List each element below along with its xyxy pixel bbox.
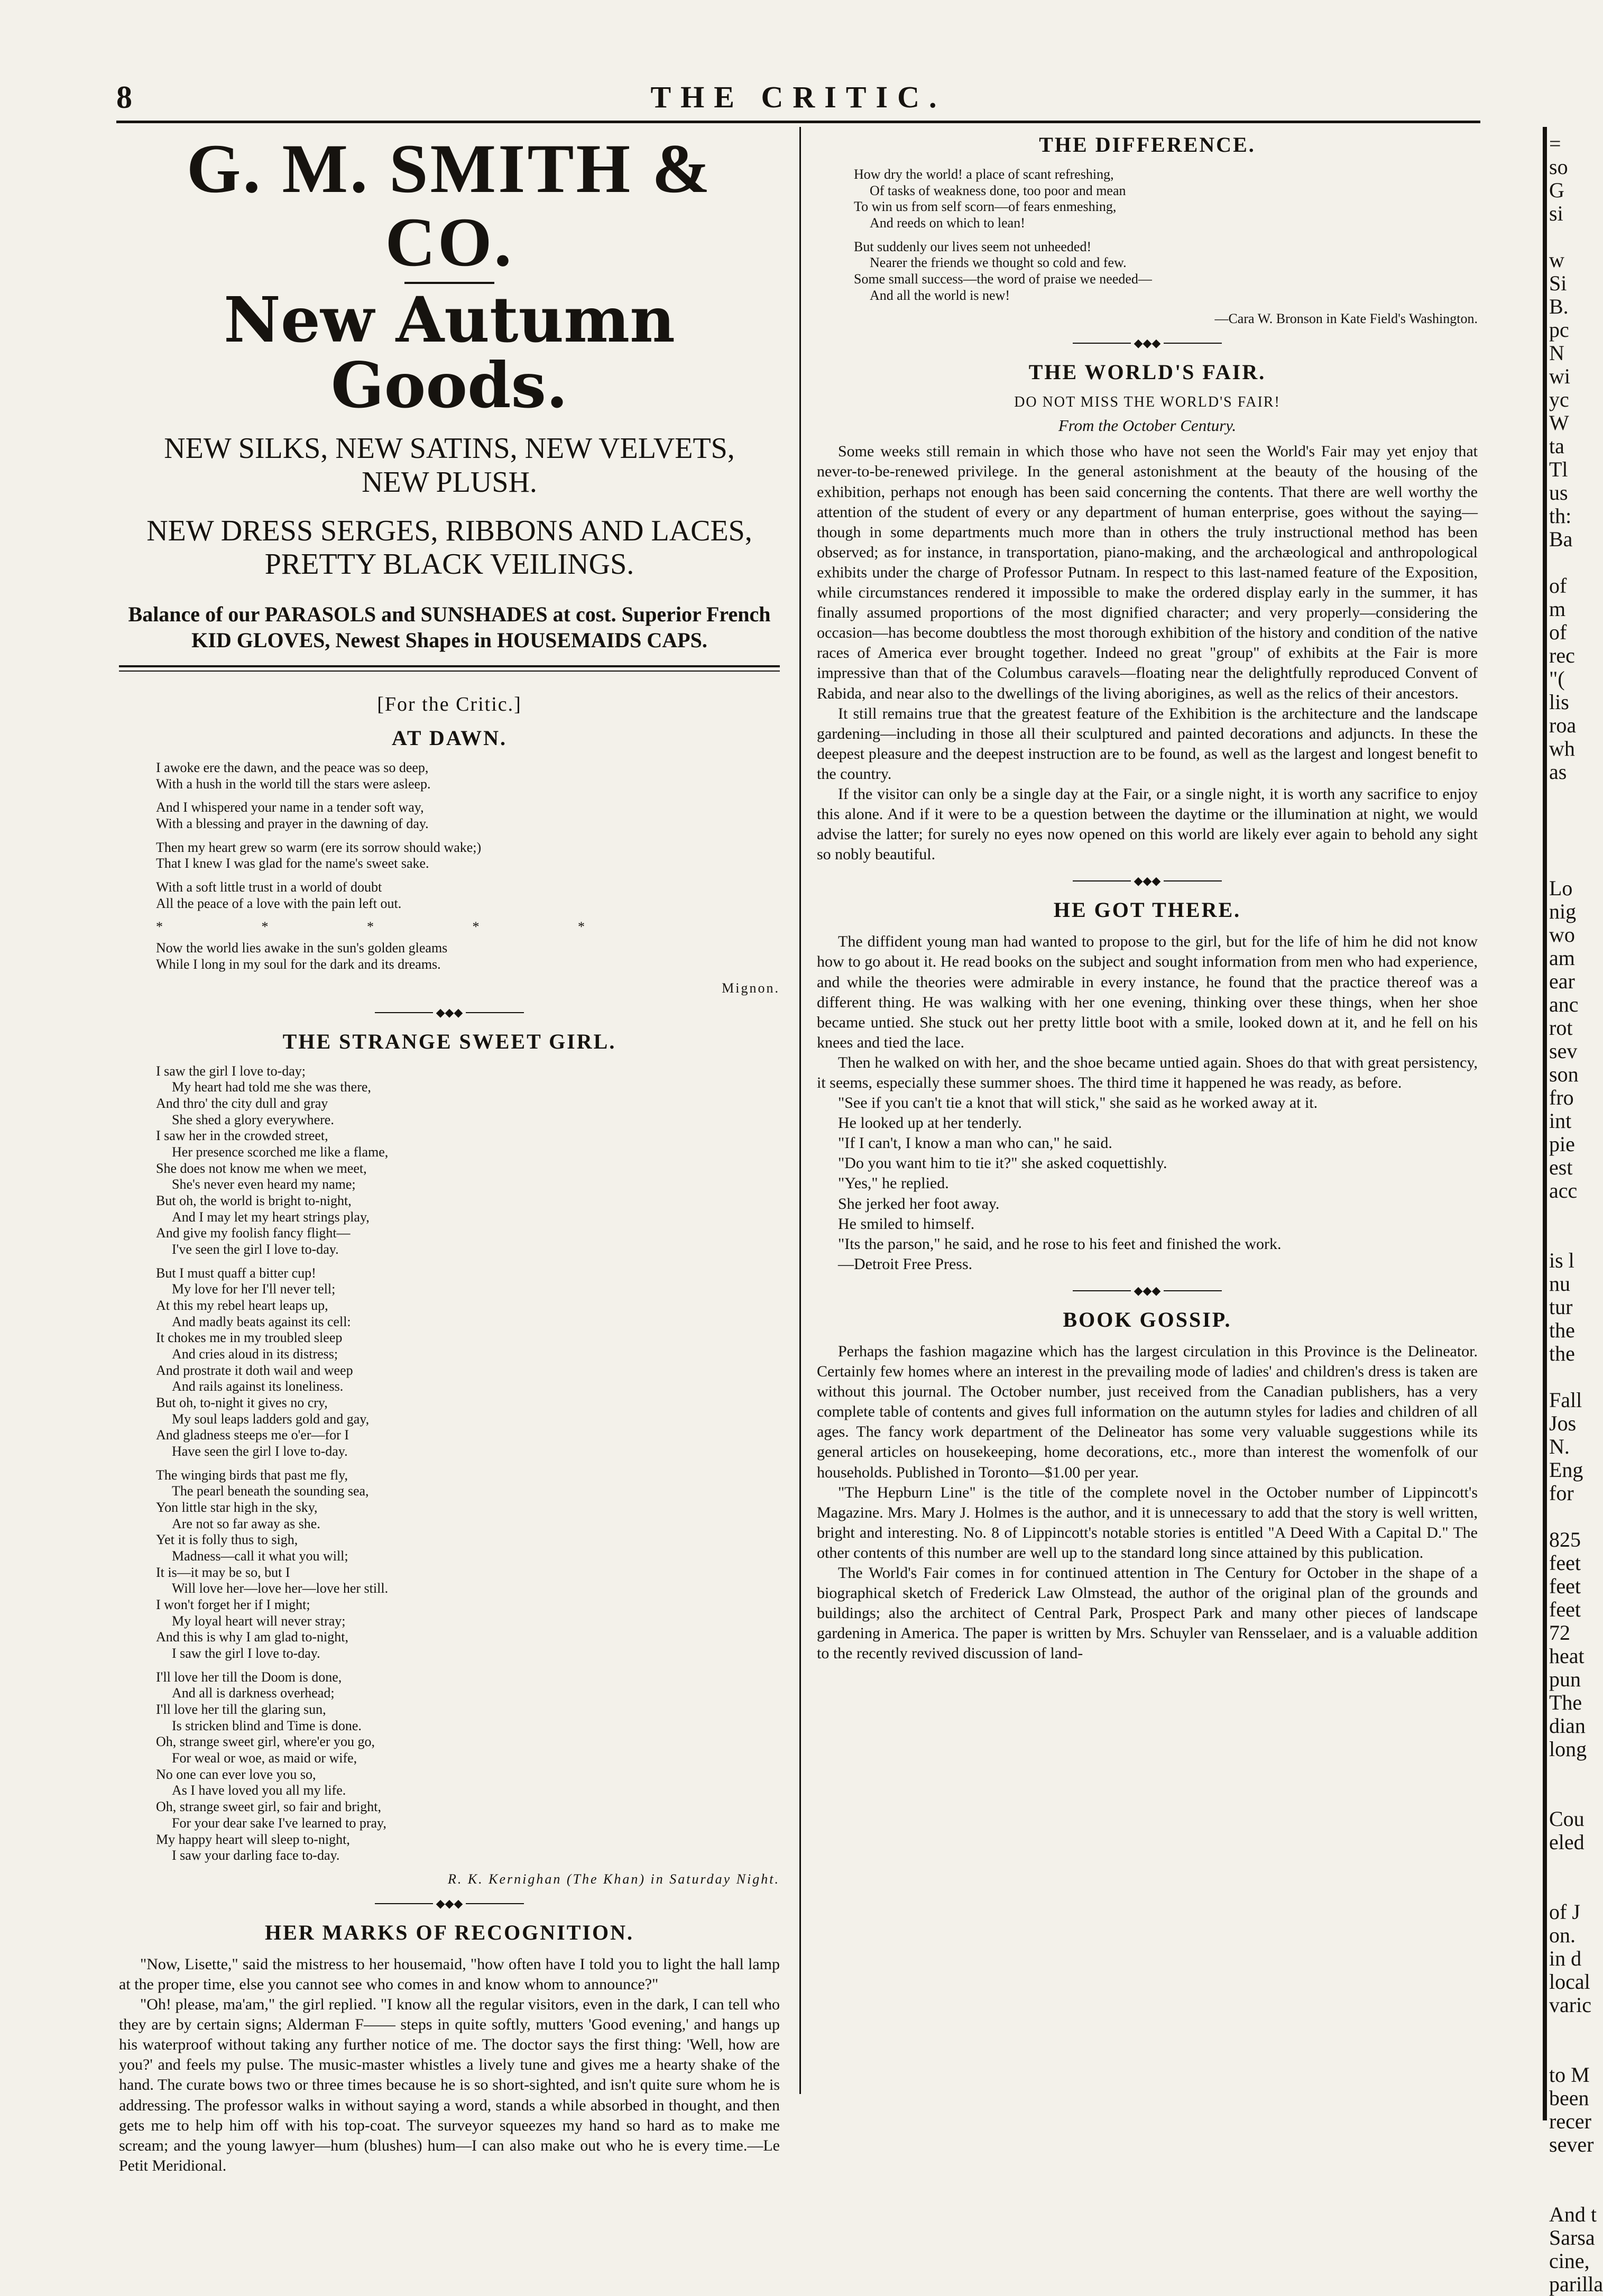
poem-line: The winging birds that past me fly, xyxy=(156,1467,348,1483)
strip-fragment: wi xyxy=(1549,364,1570,388)
strip-fragment: to M xyxy=(1549,2063,1590,2087)
poem-line: But I must quaff a bitter cup! xyxy=(156,1265,316,1281)
smith-advertisement xyxy=(119,132,780,654)
paragraph: If the visitor can only be a single day at the Fair, or a single night, it is worth any sacrifice to enjoy this alone. And if it were to be a question between the daytime or the illumination at night, we would advise the latter; for surely no eyes now opened on this world are likely ever again to behold any sight so nobly beautiful. xyxy=(817,785,1478,864)
poem-signature: Mignon. xyxy=(722,980,780,996)
paragraph: "Oh! please, ma'am," the girl replied. "I know all the regular visitors, even in the dark, I can tell who they are by certain signs; Alderman F—— steps in quite softly, mutters 'Good evening,' and hangs up his waterproof without taking any further notice of me. The doctor says the first thing: 'Well, how are you?' and feels my pulse. The music-master whistles a lively tune and gives me a hearty shake of the hand. The curate bows two or three times because he is so short-sighted, and isn't quite sure whom he is addressing. The professor walks in without saying a word, stands a while absorbed in thought, and then gets me to help him off with his top-coat. The surveyor squeezes my hand so hard as to make me scream; and the young lawyer—hum (blushes) hum—I can also make out who he is every time.—Le Petit Meridional. xyxy=(119,1996,780,2174)
page-number: 8 xyxy=(116,80,132,115)
strip-fragment xyxy=(1549,1365,1582,1389)
poem-kicker: [For the Critic.] xyxy=(377,693,522,715)
poem-line: I've seen the girl I love to-day. xyxy=(172,1241,339,1257)
page-edge xyxy=(1543,127,1547,2120)
poem-line: I saw the girl I love to-day; xyxy=(156,1063,306,1079)
strip-fragment: on. xyxy=(1549,1923,1576,1947)
poem-line: Are not so far away as she. xyxy=(172,1516,320,1531)
poem-line: Of tasks of weakness done, too poor and mean xyxy=(870,182,1126,198)
poem-line: And rails against its loneliness. xyxy=(172,1379,344,1394)
strip-fragment: is l xyxy=(1549,1248,1574,1272)
strip-fragment: Si xyxy=(1549,271,1567,295)
article-body xyxy=(817,1342,1478,1664)
ad-firm-name: G. M. SMITH & CO. xyxy=(186,130,713,281)
strip-fragment: the xyxy=(1549,1318,1575,1342)
strip-fragment xyxy=(1549,1784,1582,1807)
paragraph: Some weeks still remain in which those who have not seen the World's Fair may yet enjoy that never-to-be-renewed privilege. In the general astonishment at the beauty of the housing of the exhibition, perhaps not enough has been said concerning the contents. That there are well worthy the attention of the student of every or any department of human enterprise, goes without the saying—though in some departments much more than in others the truly instructional method has been observed; as for instance, in transportation, piano-making, and the archæological and anthropological exhibits under the charge of Professor Putnam. In respect to this last-named feature of the Exposition, while circumstances rendered it impossible to make the ordered display early in the summer, it has finally assumed proportions of the most dignified character; and very properly—considering the occasion—has become doubtless the most thorough exhibition of the history and condition of the native races of America ever brought together. Indeed no great "group" of exhibits at the Fair is more impressive than that of the Columbus caravels—floating near the delightfully reproduced Convent of Rabida, and near also to the dwellings of the living aborigines, as well as the relics of their ancestors. xyxy=(817,443,1478,702)
strip-fragment: for xyxy=(1549,1481,1574,1505)
paragraph: "Yes," he replied. xyxy=(838,1174,949,1192)
paragraph: He smiled to himself. xyxy=(838,1215,975,1233)
poem-line: For weal or woe, as maid or wife, xyxy=(172,1750,357,1766)
strip-fragment xyxy=(1549,1505,1582,1528)
poem-line: But suddenly our lives seem not unheeded! xyxy=(854,238,1092,254)
strip-fragment: nig xyxy=(1549,899,1577,923)
strip-fragment: in d xyxy=(1549,1946,1582,1970)
strip-fragment xyxy=(1549,1226,1582,1249)
poem-strange-sweet-girl xyxy=(119,1029,780,1887)
column-divider xyxy=(799,127,801,2094)
strip-fragment: of J xyxy=(1549,1900,1580,1924)
strip-fragment: tur xyxy=(1549,1295,1573,1319)
poem-line: And gladness steeps me o'er—for I xyxy=(156,1427,349,1443)
strip-fragment: And t xyxy=(1549,2202,1597,2226)
poem-line: Have seen the girl I love to-day. xyxy=(172,1444,348,1459)
strip-fragment: Lo xyxy=(1549,876,1573,900)
strip-fragment: fro xyxy=(1549,1086,1574,1109)
poem-line: My happy heart will sleep to-night, xyxy=(156,1831,350,1847)
stanza xyxy=(156,760,780,792)
strip-fragment: acc xyxy=(1549,1179,1578,1202)
strip-fragment: The xyxy=(1549,1691,1582,1714)
strip-fragment: = xyxy=(1549,132,1561,155)
stanza xyxy=(156,1063,780,1258)
article-subtitle: DO NOT MISS THE WORLD'S FAIR! xyxy=(1014,394,1280,411)
poem-attribution: —Cara W. Bronson in Kate Field's Washington. xyxy=(1214,311,1478,327)
strip-fragment: rec xyxy=(1549,644,1575,667)
paragraph: "Do you want him to tie it?" she asked coquettishly. xyxy=(838,1154,1167,1172)
strip-fragment: ta xyxy=(1549,434,1564,458)
poem-line: But oh, the world is bright to-night, xyxy=(156,1192,352,1208)
strip-fragment: int xyxy=(1549,1109,1572,1133)
ad-line: PRETTY BLACK VEILINGS. xyxy=(264,548,634,581)
paragraph: —Detroit Free Press. xyxy=(838,1255,973,1273)
strip-fragment: of xyxy=(1549,574,1567,598)
poem-line: My soul leaps ladders gold and gay, xyxy=(172,1411,370,1427)
poem-attribution: R. K. Kernighan (The Khan) in Saturday Night. xyxy=(447,1871,780,1887)
poem-line: With a soft little trust in a world of doubt xyxy=(156,879,382,895)
strip-fragment: feet xyxy=(1549,1551,1581,1575)
poem-body xyxy=(156,760,780,912)
poem-line: Madness—call it what you will; xyxy=(172,1548,348,1564)
strip-fragment: B. xyxy=(1549,295,1569,318)
article-body xyxy=(817,442,1478,865)
poem-line: And prostrate it doth wail and weep xyxy=(156,1362,353,1378)
poem-line: And this is why I am glad to-night, xyxy=(156,1629,348,1645)
strip-fragment: Sarsa xyxy=(1549,2226,1595,2249)
strip-fragment: of xyxy=(1549,620,1567,644)
poem-at-dawn xyxy=(119,693,780,996)
ornament-divider: ◆◆◆ xyxy=(119,1897,780,1911)
strip-fragment: w xyxy=(1549,248,1564,272)
strip-fragment: varic xyxy=(1549,1993,1591,2017)
strip-fragment xyxy=(1549,1854,1582,1877)
strip-fragment: feet xyxy=(1549,1597,1581,1621)
strip-fragment: parilla xyxy=(1549,2272,1603,2296)
strip-fragment: long xyxy=(1549,1737,1587,1761)
article-title: THE WORLD'S FAIR. xyxy=(1028,360,1266,384)
strip-fragment xyxy=(1549,1877,1582,1900)
poem-line: And all is darkness overhead; xyxy=(172,1685,335,1701)
strip-fragment: been xyxy=(1549,2086,1589,2110)
strip-fragment: m xyxy=(1549,597,1566,621)
strip-fragment: Ba xyxy=(1549,527,1573,551)
adjacent-page-strip xyxy=(1549,132,1603,2296)
poem-line: While I long in my soul for the dark and its dreams. xyxy=(156,956,441,972)
poem-line: And reeds on which to lean! xyxy=(870,215,1025,231)
section-rule xyxy=(119,665,780,672)
poem-title: AT DAWN. xyxy=(391,725,508,750)
poem-line: Some small success—the word of praise we needed— xyxy=(854,271,1152,287)
poem-line: It chokes me in my troubled sleep xyxy=(156,1330,343,1346)
stanza xyxy=(854,239,1478,304)
poem-line: How dry the world! a place of scant refreshing, xyxy=(854,167,1114,182)
strip-fragment: feet xyxy=(1549,1574,1581,1598)
strip-fragment: heat xyxy=(1549,1644,1584,1668)
article-body xyxy=(119,1954,780,2176)
strip-fragment: Fall xyxy=(1549,1388,1582,1412)
strip-fragment: wh xyxy=(1549,737,1575,760)
strip-fragment: Eng xyxy=(1549,1458,1583,1482)
article-title: BOOK GOSSIP. xyxy=(1063,1307,1232,1331)
paragraph: "See if you can't tie a knot that will stick," she said as he worked away at it. xyxy=(838,1094,1318,1112)
poem-line: And give my foolish fancy flight— xyxy=(156,1225,351,1241)
strip-fragment: cine, xyxy=(1549,2249,1590,2273)
strip-fragment: us xyxy=(1549,481,1568,504)
ad-line: NEW PLUSH. xyxy=(362,465,537,499)
ad-footer-line: KID GLOVES, Newest Shapes in HOUSEMAIDS CAPS. xyxy=(191,628,707,653)
poem-body xyxy=(156,1063,780,1864)
right-column xyxy=(817,132,1478,1664)
stanza xyxy=(156,940,780,972)
ad-footer-line: Balance of our PARASOLS and SUNSHADES at cost. Superior French xyxy=(128,602,771,627)
poem-line: With a blessing and prayer in the dawning of day. xyxy=(156,815,429,831)
poem-line: She does not know me when we meet, xyxy=(156,1160,367,1176)
stanza xyxy=(156,800,780,832)
strip-fragment: 825 xyxy=(1549,1528,1581,1551)
poem-line: As I have loved you all my life. xyxy=(172,1783,346,1798)
strip-fragment: si xyxy=(1549,201,1563,225)
poem-line: Yet it is folly thus to sigh, xyxy=(156,1532,298,1548)
header-rule xyxy=(116,121,1480,123)
article-her-marks xyxy=(119,1920,780,2176)
strip-fragment: as xyxy=(1549,760,1567,784)
poem-line: Then my heart grew so warm (ere its sorrow should wake;) xyxy=(156,839,482,855)
strip-fragment xyxy=(1549,853,1582,877)
paragraph: It still remains true that the greatest feature of the Exhibition is the architecture and the landscape gardening—including in those all their sculptured and painted decorations and adjuncts. In these the deepest pleasure and the deepest instruction are to be found, as well as the largest and longest benefit to the country. xyxy=(817,704,1478,783)
strip-fragment: 72 xyxy=(1549,1621,1570,1645)
strip-fragment: recer xyxy=(1549,2109,1591,2133)
stanza xyxy=(156,1669,780,1864)
poem-line: My love for her I'll never tell; xyxy=(172,1281,336,1297)
paragraph: "Now, Lisette," said the mistress to her housemaid, "how often have I told you to light the hall lamp at the proper time, else you cannot see who comes in and know whom to announce?" xyxy=(119,1955,780,1993)
poem-line: Will love her—love her—love her still. xyxy=(172,1581,389,1596)
ornament-divider: ◆◆◆ xyxy=(817,336,1478,350)
strip-fragment xyxy=(1549,1202,1582,1226)
strip-fragment: son xyxy=(1549,1062,1579,1086)
poem-line: And thro' the city dull and gray xyxy=(156,1095,328,1111)
stars-separator: * * * * * xyxy=(156,919,632,935)
strip-fragment: rot xyxy=(1549,1016,1573,1040)
poem-line: I awoke ere the dawn, and the peace was so deep, xyxy=(156,759,429,775)
strip-fragment xyxy=(1549,2180,1582,2203)
strip-fragment: th: xyxy=(1549,504,1572,528)
strip-fragment: local xyxy=(1549,1970,1590,1994)
strip-fragment xyxy=(1549,2017,1582,2040)
strip-fragment: am xyxy=(1549,946,1575,970)
strip-fragment: est xyxy=(1549,1155,1573,1179)
strip-fragment: the xyxy=(1549,1342,1575,1365)
strip-fragment: G xyxy=(1549,178,1564,202)
poem-line: She shed a glory everywhere. xyxy=(172,1112,334,1127)
poem-line: Nearer the friends we thought so cold and few. xyxy=(870,255,1127,271)
strip-fragment: Cou xyxy=(1549,1807,1584,1831)
poem-body xyxy=(156,940,780,972)
strip-fragment: so xyxy=(1549,155,1568,179)
poem-title: THE DIFFERENCE. xyxy=(1039,133,1256,157)
stanza xyxy=(156,840,780,872)
strip-fragment: roa xyxy=(1549,713,1577,737)
strip-fragment xyxy=(1549,784,1582,807)
poem-line: To win us from self scorn—of fears enmeshing, xyxy=(854,199,1117,215)
poem-title: THE STRANGE SWEET GIRL. xyxy=(282,1029,616,1053)
poem-line: Oh, strange sweet girl, so fair and bright, xyxy=(156,1799,382,1815)
strip-fragment xyxy=(1549,225,1582,249)
strip-fragment: pie xyxy=(1549,1132,1575,1156)
poem-line: I saw her in the crowded street, xyxy=(156,1128,328,1144)
strip-fragment xyxy=(1549,830,1582,853)
ornament-divider: ◆◆◆ xyxy=(817,874,1478,888)
strip-fragment: Tl xyxy=(1549,457,1568,481)
stanza xyxy=(156,1467,780,1662)
poem-line: With a hush in the world till the stars were asleep. xyxy=(156,776,431,792)
ad-headline: New Autumn Goods. xyxy=(224,283,675,423)
strip-fragment: dian xyxy=(1549,1714,1586,1738)
poem-line: And cries aloud in its distress; xyxy=(172,1346,338,1362)
strip-fragment: "( xyxy=(1549,667,1565,691)
left-column xyxy=(119,132,780,2176)
page-header xyxy=(116,79,1480,122)
paragraph: He looked up at her tenderly. xyxy=(838,1114,1022,1132)
stanza xyxy=(156,1265,780,1460)
strip-fragment xyxy=(1549,2156,1582,2180)
paragraph: Perhaps the fashion magazine which has the largest circulation in this Province is the Delineator. Certainly few homes where an interest in the prevailing mode of ladies' and children's dress is taken are without this journal. The October number, just received from the Canadian publishers, has a very complete table of contents and gives full information on the autumn styles for ladies and children of all ages. The fancy work department of the Delineator has some very valuable suggestions while its general articles on housekeeping, home decorations, etc., more than interest the womenfolk of our households. Published in Toronto—$1.00 per year. xyxy=(817,1342,1478,1481)
strip-fragment xyxy=(1549,1761,1582,1784)
poem-line: For your dear sake I've learned to pray, xyxy=(172,1815,386,1831)
poem-line: I'll love her till the glaring sun, xyxy=(156,1702,326,1718)
poem-line: It is—it may be so, but I xyxy=(156,1564,290,1580)
poem-line: My heart had told me she was there, xyxy=(172,1079,371,1095)
poem-line: I saw the girl I love to-day. xyxy=(172,1646,320,1661)
strip-fragment: yc xyxy=(1549,388,1569,411)
paragraph: She jerked her foot away. xyxy=(838,1195,1000,1213)
poem-line: Now the world lies awake in the sun's golden gleams xyxy=(156,940,448,956)
strip-fragment: lis xyxy=(1549,690,1569,714)
article-book-gossip xyxy=(817,1307,1478,1664)
strip-fragment xyxy=(1549,551,1582,574)
article-title: HE GOT THERE. xyxy=(1053,898,1241,922)
article-he-got-there xyxy=(817,897,1478,1274)
strip-fragment: Jos xyxy=(1549,1411,1577,1435)
strip-fragment: N. xyxy=(1549,1435,1570,1458)
poem-line: I saw your darling face to-day. xyxy=(172,1848,340,1863)
strip-fragment: W xyxy=(1549,411,1569,435)
poem-line: I'll love her till the Doom is done, xyxy=(156,1669,342,1685)
paragraph: The World's Fair comes in for continued attention in The Century for October in the shape of a biographical sketch of Frederick Law Olmstead, the author of the original plan of the grounds and buildings; also the architect of Central Park, Prospect Park and many other pieces of landscape gardening in America. The paper is written by Mrs. Schuyler van Rensselaer, and is a valuable addition to the recently revived discussion of land- xyxy=(817,1564,1478,1663)
paragraph: Then he walked on with her, and the shoe became untied again. Shoes do that with great persistency, it seems, especially these summer shoes. The third time it happened he was ready, as before. xyxy=(817,1053,1478,1091)
poem-line: She's never even heard my name; xyxy=(172,1177,356,1192)
poem-line: No one can ever love you so, xyxy=(156,1766,316,1782)
poem-line: Oh, strange sweet girl, where'er you go, xyxy=(156,1734,375,1750)
strip-fragment: ear xyxy=(1549,969,1575,993)
poem-the-difference xyxy=(817,132,1478,327)
strip-fragment xyxy=(1549,807,1582,830)
ad-line: NEW DRESS SERGES, RIBBONS AND LACES, xyxy=(146,514,752,547)
paragraph: "If I can't, I know a man who can," he said. xyxy=(838,1134,1112,1152)
strip-fragment: sever xyxy=(1549,2133,1594,2156)
paragraph: "The Hepburn Line" is the title of the complete novel in the October number of Lippincott's Magazine. Mrs. Mary J. Holmes is the author, and it is unnecessary to add that the story is well written, bright and interesting. No. 8 of Lippincott's notable stories is entitled "A Deed With a Capital D." The other contents of this number are well up to the standard long since attained by this publication. xyxy=(817,1483,1478,1562)
strip-fragment: wo xyxy=(1549,923,1575,947)
poem-line: The pearl beneath the sounding sea, xyxy=(172,1483,369,1499)
stanza xyxy=(156,879,780,912)
running-title: THE CRITIC. xyxy=(650,80,946,114)
strip-fragment: sev xyxy=(1549,1039,1578,1063)
strip-fragment: anc xyxy=(1549,993,1579,1016)
article-source: From the October Century. xyxy=(1058,416,1237,435)
article-title: HER MARKS OF RECOGNITION. xyxy=(264,1920,634,1944)
article-body xyxy=(817,932,1478,1274)
ad-line: NEW SILKS, NEW SATINS, NEW VELVETS, xyxy=(164,431,735,465)
ornament-divider: ◆◆◆ xyxy=(817,1284,1478,1298)
stanza xyxy=(854,167,1478,232)
poem-body xyxy=(854,167,1478,304)
poem-line: And all the world is new! xyxy=(870,287,1010,303)
strip-fragment: pun xyxy=(1549,1667,1581,1691)
paragraph: The diffident young man had wanted to propose to the girl, but for the life of him he did not know how to go about it. He read books on the subject and sought information from men who had experience, and while the theories were admirable in every instance, he found that the practice thereof was a different thing. He was walking with her one evening, thinking over these things, when her shoe became untied. She stuck out her pretty little boot with a smile, looked down at it, and he fell on his knees and tied the lace. xyxy=(817,933,1478,1051)
poem-line: And I may let my heart strings play, xyxy=(172,1209,370,1225)
poem-line: All the peace of a love with the pain left out. xyxy=(156,895,402,911)
strip-fragment: N xyxy=(1549,341,1564,365)
strip-fragment: eled xyxy=(1549,1830,1584,1854)
strip-fragment: nu xyxy=(1549,1272,1570,1296)
ornament-divider: ◆◆◆ xyxy=(119,1006,780,1020)
poem-line: But oh, to-night it gives no cry, xyxy=(156,1395,328,1411)
poem-line: My loyal heart will never stray; xyxy=(172,1613,346,1629)
poem-line: At this my rebel heart leaps up, xyxy=(156,1298,328,1313)
poem-line: And I whispered your name in a tender soft way, xyxy=(156,800,424,815)
poem-line: Yon little star high in the sky, xyxy=(156,1500,318,1516)
paragraph: "Its the parson," he said, and he rose to his feet and finished the work. xyxy=(838,1235,1282,1253)
strip-fragment: pc xyxy=(1549,318,1569,342)
poem-line: That I knew I was glad for the name's sweet sake. xyxy=(156,856,429,871)
poem-line: I won't forget her if I might; xyxy=(156,1597,310,1613)
strip-fragment xyxy=(1549,2040,1582,2063)
poem-line: Her presence scorched me like a flame, xyxy=(172,1144,389,1160)
article-worlds-fair xyxy=(817,360,1478,865)
poem-line: Is stricken blind and Time is done. xyxy=(172,1718,362,1733)
poem-line: And madly beats against its cell: xyxy=(172,1314,351,1329)
